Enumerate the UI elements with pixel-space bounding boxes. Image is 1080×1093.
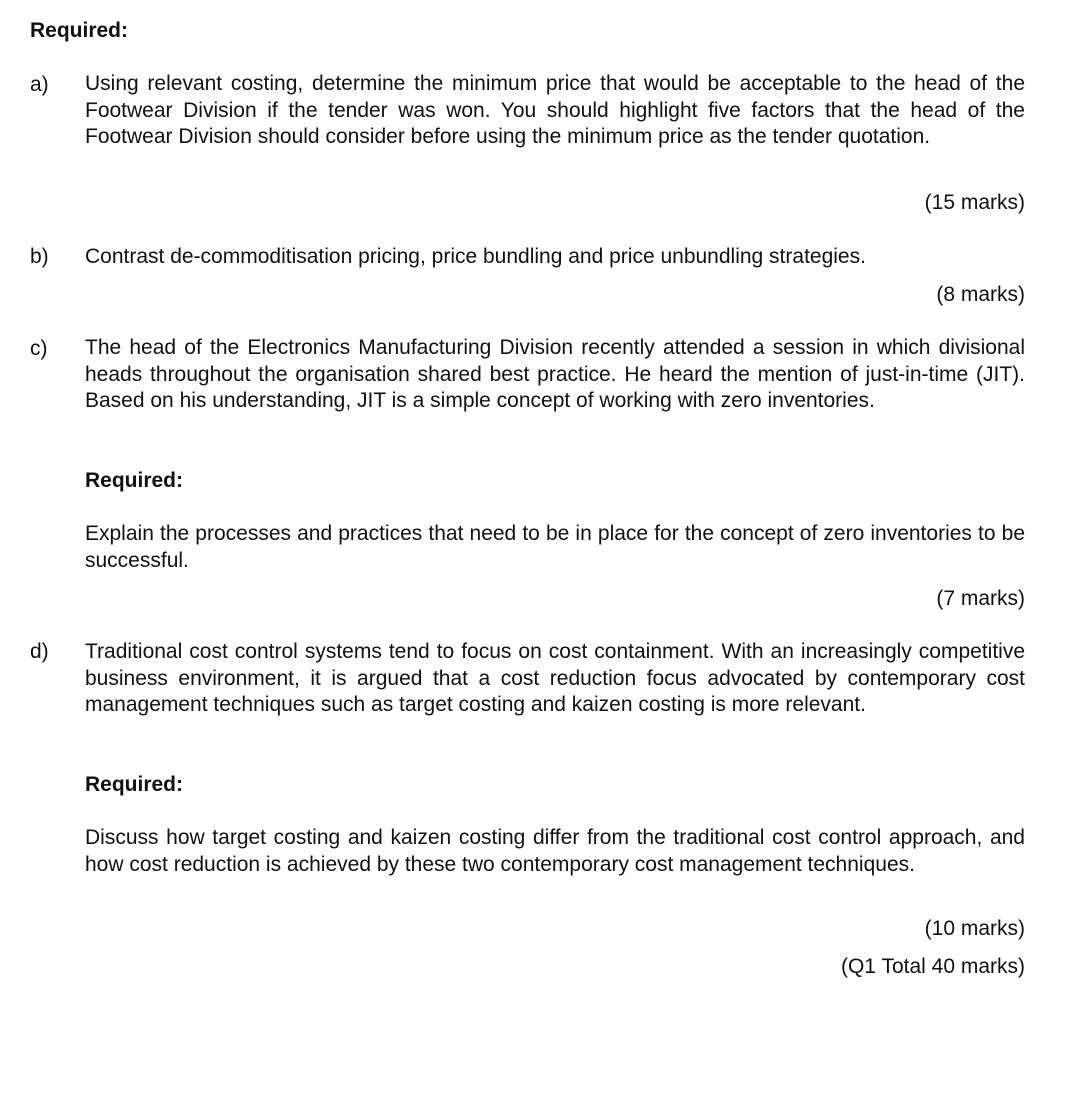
question-d-text: Traditional cost control systems tend to focus on cost containment. With an increasingly competitive business environment, it is argued that a cost reduction focus advocated by contemporary cost management techniques such as target costing and kaizen costing is more relevant. [85,640,1025,717]
question-b-text: Contrast de-commoditisation pricing, price bundling and price unbundling strategies. [85,245,866,268]
question-b-marks: (8 marks) [936,283,1025,306]
page-heading: Required: [30,19,129,42]
question-c-required-heading: Required: [85,469,184,492]
question-d-required-heading: Required: [85,773,184,796]
question-d-label: d) [30,640,49,663]
question-c-marks: (7 marks) [936,587,1025,610]
question-b-label: b) [30,245,49,268]
question-a-marks: (15 marks) [924,191,1025,214]
question-c-label: c) [30,337,48,360]
question-a-text: Using relevant costing, determine the minimum price that would be acceptable to the head of the Footwear Division if the tender was won. You should highlight five factors that the head of the Footwear Division should consider before using the minimum price as the tender quotation. [85,72,1025,149]
question-d-task: Discuss how target costing and kaizen costing differ from the traditional cost control approach, and how cost reduction is achieved by these two contemporary cost management techniques. [85,826,1025,876]
question-a-label: a) [30,73,49,96]
question-c-text: The head of the Electronics Manufacturing Division recently attended a session in which divisional heads throughout the organisation shared best practice. He heard the mention of just-in-time (JIT). Based on his understanding, JIT is a simple concept of working with zero inventories. [85,336,1025,413]
question-c-task: Explain the processes and practices that need to be in place for the concept of zero inventories to be successful. [85,522,1025,572]
question-total-marks: (Q1 Total 40 marks) [840,955,1025,978]
question-d-marks: (10 marks) [924,917,1025,940]
